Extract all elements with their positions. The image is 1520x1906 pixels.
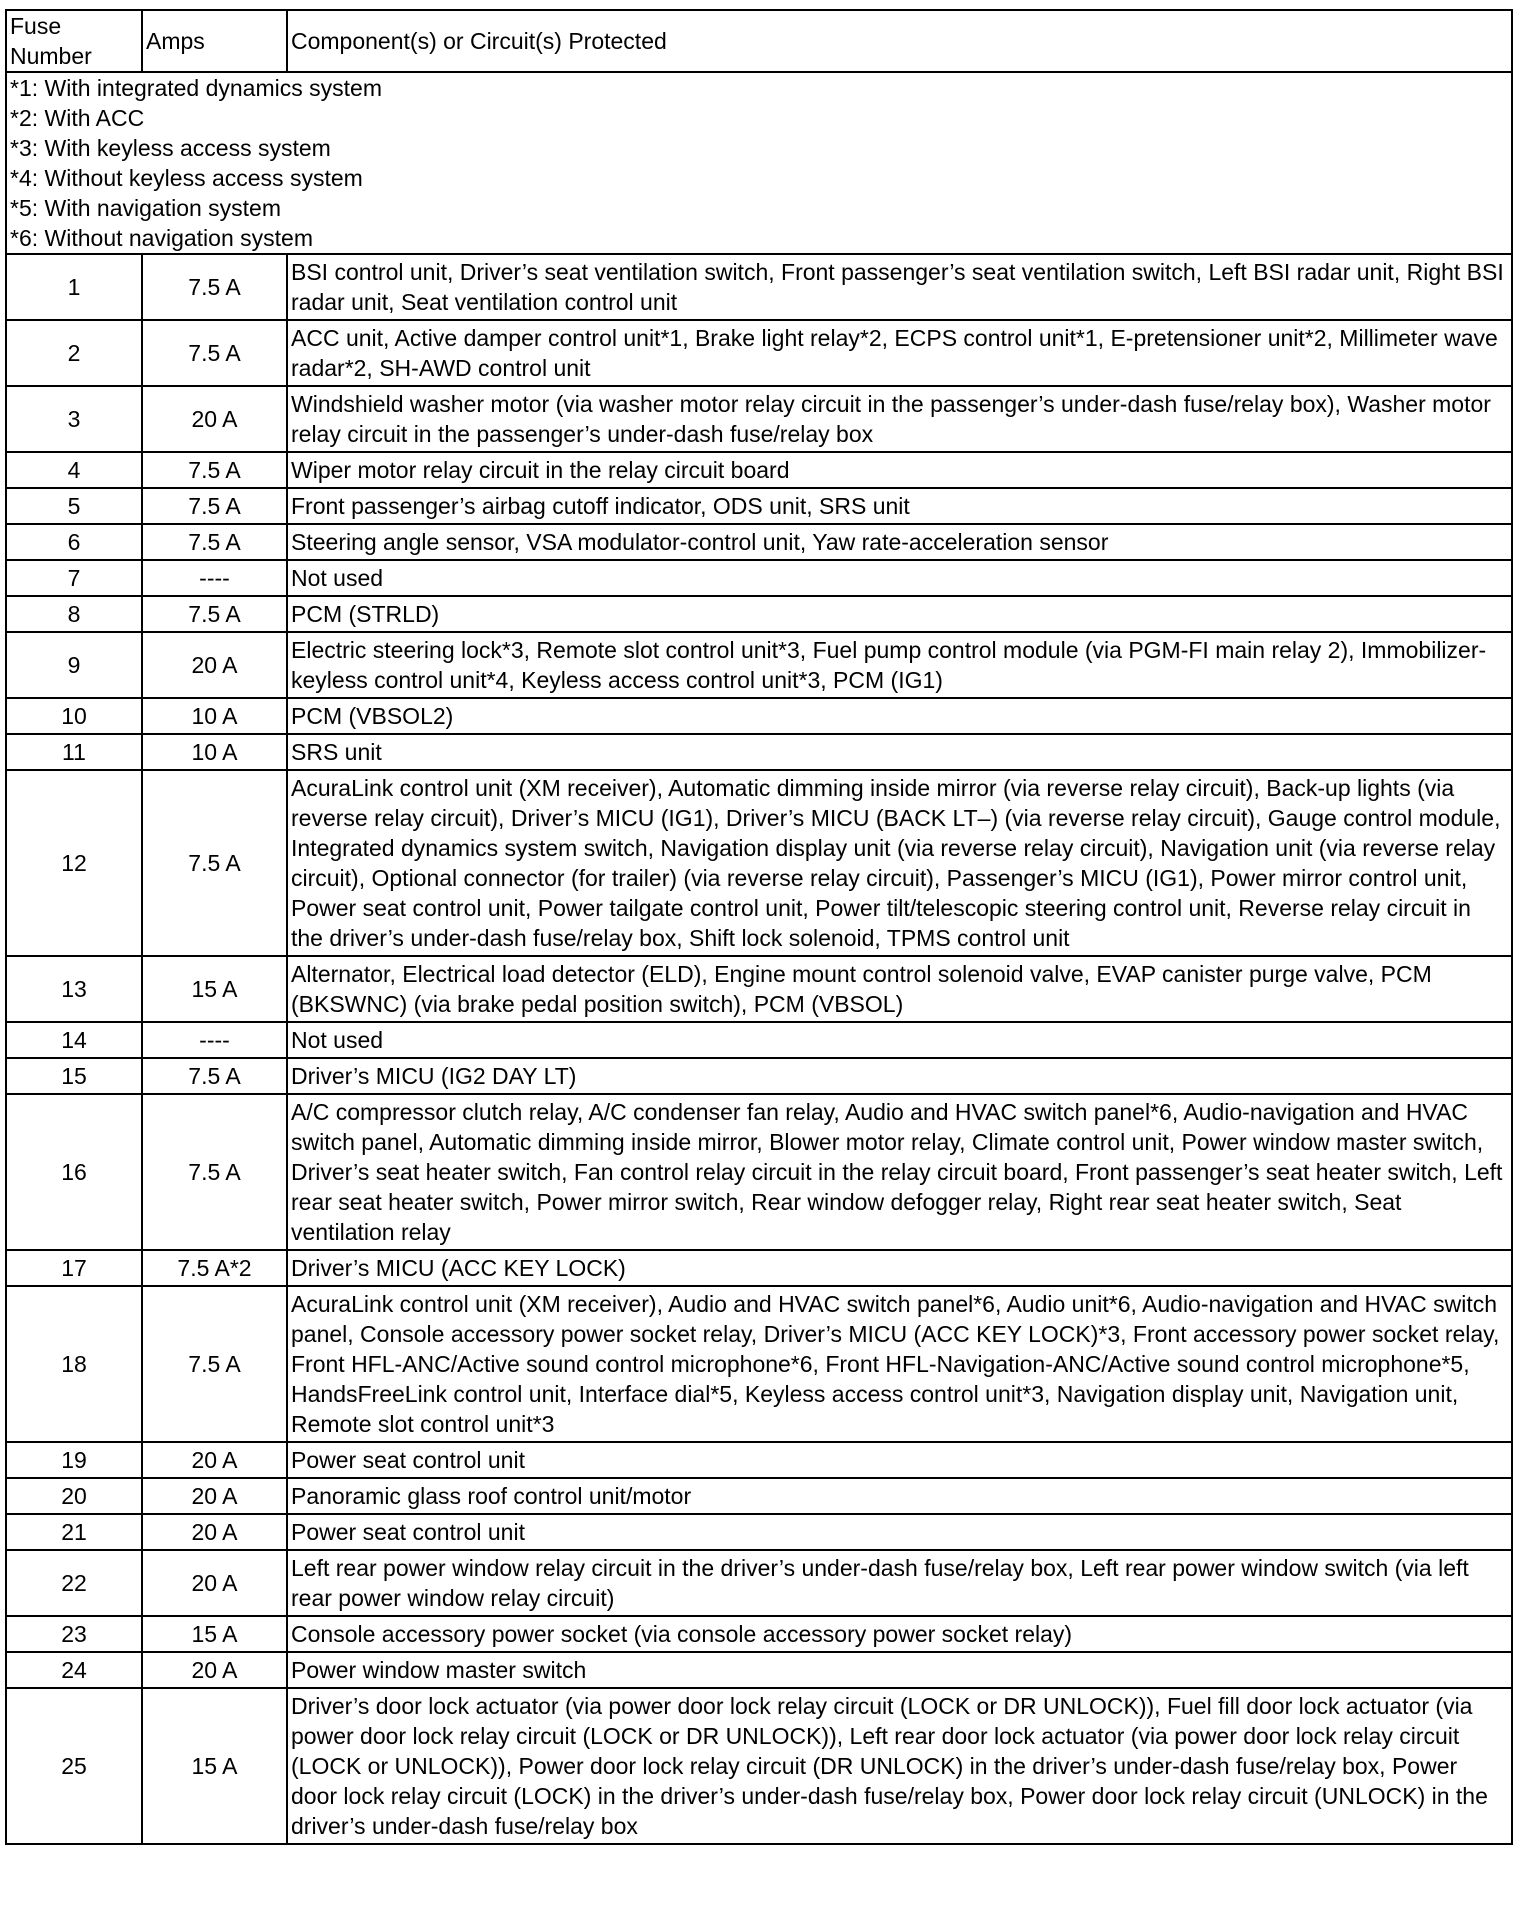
fuse-number-cell: 19	[6, 1442, 142, 1478]
fuse-row	[6, 524, 1512, 560]
component-cell: Wiper motor relay circuit in the relay circuit board	[287, 452, 1512, 488]
header-fuse-number-line2: Number	[10, 43, 92, 69]
note-line: *6: Without navigation system	[10, 225, 313, 251]
fuse-row	[6, 1286, 1512, 1442]
fuse-number-cell: 20	[6, 1478, 142, 1514]
fuse-row	[6, 1688, 1512, 1844]
notes-row	[6, 72, 1512, 254]
amps-cell: 7.5 A	[142, 596, 287, 632]
amps-cell: 20 A	[142, 1478, 287, 1514]
note-line: *1: With integrated dynamics system	[10, 75, 382, 101]
fuse-row	[6, 254, 1512, 320]
fuse-number-cell: 4	[6, 452, 142, 488]
note-line: *4: Without keyless access system	[10, 165, 363, 191]
amps-cell: 15 A	[142, 956, 287, 1022]
amps-cell: 20 A	[142, 632, 287, 698]
component-cell: Driver’s door lock actuator (via power door lock relay circuit (LOCK or DR UNLOCK)), Fuel fill door lock actuator (via power door lock relay circuit (LOCK or DR UNLOCK)), Left rear door lock actuator (via power door lock relay circuit (LOCK or UNLOCK)), Power door lock relay circuit (DR UNLOCK) in the driver’s under-dash fuse/relay box, Power door lock relay circuit (LOCK) in the driver’s under-dash fuse/relay box, Power door lock relay circuit (UNLOCK) in the driver’s under-dash fuse/relay box	[287, 1688, 1512, 1844]
component-cell: Power seat control unit	[287, 1514, 1512, 1550]
header-row	[6, 10, 1512, 72]
component-cell: Windshield washer motor (via washer motor relay circuit in the passenger’s under-dash fuse/relay box), Washer motor relay circuit in the passenger’s under-dash fuse/relay box	[287, 386, 1512, 452]
amps-cell: 20 A	[142, 1652, 287, 1688]
note-line: *3: With keyless access system	[10, 135, 331, 161]
amps-cell: 7.5 A*2	[142, 1250, 287, 1286]
fuse-row	[6, 956, 1512, 1022]
fuse-row	[6, 1652, 1512, 1688]
header-fuse-number	[6, 10, 142, 72]
amps-cell: 15 A	[142, 1688, 287, 1844]
fuse-number-cell: 8	[6, 596, 142, 632]
notes-cell	[6, 72, 1512, 254]
fuse-number-cell: 2	[6, 320, 142, 386]
fuse-number-cell: 12	[6, 770, 142, 956]
component-cell: Front passenger’s airbag cutoff indicator, ODS unit, SRS unit	[287, 488, 1512, 524]
fuse-row	[6, 1250, 1512, 1286]
fuse-number-cell: 11	[6, 734, 142, 770]
component-cell: Driver’s MICU (IG2 DAY LT)	[287, 1058, 1512, 1094]
amps-cell: 7.5 A	[142, 1058, 287, 1094]
fuse-number-cell: 15	[6, 1058, 142, 1094]
fuse-row	[6, 386, 1512, 452]
amps-cell: 7.5 A	[142, 1094, 287, 1250]
header-component: Component(s) or Circuit(s) Protected	[287, 10, 1512, 72]
fuse-row	[6, 488, 1512, 524]
fuse-number-cell: 23	[6, 1616, 142, 1652]
component-cell: Driver’s MICU (ACC KEY LOCK)	[287, 1250, 1512, 1286]
component-cell: Not used	[287, 560, 1512, 596]
fuse-row	[6, 1094, 1512, 1250]
fuse-row	[6, 734, 1512, 770]
component-cell: Panoramic glass roof control unit/motor	[287, 1478, 1512, 1514]
component-cell: PCM (STRLD)	[287, 596, 1512, 632]
amps-cell: 10 A	[142, 734, 287, 770]
fuse-number-cell: 13	[6, 956, 142, 1022]
fuse-number-cell: 6	[6, 524, 142, 560]
component-cell: PCM (VBSOL2)	[287, 698, 1512, 734]
component-cell: ACC unit, Active damper control unit*1, Brake light relay*2, ECPS control unit*1, E-pretensioner unit*2, Millimeter wave radar*2, SH-AWD control unit	[287, 320, 1512, 386]
amps-cell: 15 A	[142, 1616, 287, 1652]
fuse-table	[5, 9, 1513, 1845]
amps-cell: 7.5 A	[142, 254, 287, 320]
fuse-number-cell: 22	[6, 1550, 142, 1616]
fuse-row	[6, 1550, 1512, 1616]
fuse-number-cell: 10	[6, 698, 142, 734]
amps-cell: 20 A	[142, 1514, 287, 1550]
component-cell: Power seat control unit	[287, 1442, 1512, 1478]
fuse-number-cell: 24	[6, 1652, 142, 1688]
fuse-number-cell: 3	[6, 386, 142, 452]
fuse-row	[6, 1478, 1512, 1514]
fuse-row	[6, 560, 1512, 596]
fuse-number-cell: 21	[6, 1514, 142, 1550]
amps-cell: 7.5 A	[142, 524, 287, 560]
amps-cell: 20 A	[142, 1550, 287, 1616]
component-cell: Left rear power window relay circuit in the driver’s under-dash fuse/relay box, Left rear power window switch (via left rear power window relay circuit)	[287, 1550, 1512, 1616]
component-cell: Alternator, Electrical load detector (ELD), Engine mount control solenoid valve, EVAP canister purge valve, PCM (BKSWNC) (via brake pedal position switch), PCM (VBSOL)	[287, 956, 1512, 1022]
amps-cell: 7.5 A	[142, 770, 287, 956]
component-cell: Power window master switch	[287, 1652, 1512, 1688]
fuse-number-cell: 25	[6, 1688, 142, 1844]
component-cell: Electric steering lock*3, Remote slot control unit*3, Fuel pump control module (via PGM-FI main relay 2), Immobilizer-keyless control unit*4, Keyless access control unit*3, PCM (IG1)	[287, 632, 1512, 698]
fuse-row	[6, 1022, 1512, 1058]
component-cell: Steering angle sensor, VSA modulator-control unit, Yaw rate-acceleration sensor	[287, 524, 1512, 560]
fuse-row	[6, 632, 1512, 698]
fuse-row	[6, 1514, 1512, 1550]
fuse-number-cell: 9	[6, 632, 142, 698]
amps-cell: 7.5 A	[142, 488, 287, 524]
amps-cell: 7.5 A	[142, 1286, 287, 1442]
component-cell: A/C compressor clutch relay, A/C condenser fan relay, Audio and HVAC switch panel*6, Audio-navigation and HVAC switch panel, Automatic dimming inside mirror, Blower motor relay, Climate control unit, Power window master switch, Driver’s seat heater switch, Fan control relay circuit in the relay circuit board, Front passenger’s seat heater switch, Left rear seat heater switch, Power mirror switch, Rear window defogger relay, Right rear seat heater switch, Seat ventilation relay	[287, 1094, 1512, 1250]
amps-cell: ----	[142, 1022, 287, 1058]
amps-cell: 20 A	[142, 1442, 287, 1478]
amps-cell: ----	[142, 560, 287, 596]
fuse-row	[6, 1616, 1512, 1652]
fuse-number-cell: 5	[6, 488, 142, 524]
component-cell: Not used	[287, 1022, 1512, 1058]
fuse-row	[6, 770, 1512, 956]
amps-cell: 7.5 A	[142, 320, 287, 386]
note-line: *2: With ACC	[10, 105, 145, 131]
fuse-number-cell: 17	[6, 1250, 142, 1286]
header-amps: Amps	[142, 10, 287, 72]
amps-cell: 10 A	[142, 698, 287, 734]
fuse-row	[6, 596, 1512, 632]
fuse-row	[6, 452, 1512, 488]
fuse-number-cell: 16	[6, 1094, 142, 1250]
fuse-row	[6, 320, 1512, 386]
component-cell: AcuraLink control unit (XM receiver), Automatic dimming inside mirror (via reverse relay circuit), Back-up lights (via reverse relay circuit), Driver’s MICU (IG1), Driver’s MICU (BACK LT–) (via reverse relay circuit), Gauge control module, Integrated dynamics system switch, Navigation display unit (via reverse relay circuit), Navigation unit (via reverse relay circuit), Optional connector (for trailer) (via reverse relay circuit), Passenger’s MICU (IG1), Power mirror control unit, Power seat control unit, Power tailgate control unit, Power tilt/telescopic steering control unit, Reverse relay circuit in the driver’s under-dash fuse/relay box, Shift lock solenoid, TPMS control unit	[287, 770, 1512, 956]
component-cell: SRS unit	[287, 734, 1512, 770]
component-cell: Console accessory power socket (via console accessory power socket relay)	[287, 1616, 1512, 1652]
component-cell: AcuraLink control unit (XM receiver), Audio and HVAC switch panel*6, Audio unit*6, Audio-navigation and HVAC switch panel, Console accessory power socket relay, Driver’s MICU (ACC KEY LOCK)*3, Front accessory power socket relay, Front HFL-ANC/Active sound control microphone*6, Front HFL-Navigation-ANC/Active sound control microphone*5, HandsFreeLink control unit, Interface dial*5, Keyless access control unit*3, Navigation display unit, Navigation unit, Remote slot control unit*3	[287, 1286, 1512, 1442]
fuse-number-cell: 1	[6, 254, 142, 320]
fuse-number-cell: 14	[6, 1022, 142, 1058]
fuse-number-cell: 7	[6, 560, 142, 596]
amps-cell: 7.5 A	[142, 452, 287, 488]
fuse-number-cell: 18	[6, 1286, 142, 1442]
component-cell: BSI control unit, Driver’s seat ventilation switch, Front passenger’s seat ventilation switch, Left BSI radar unit, Right BSI radar unit, Seat ventilation control unit	[287, 254, 1512, 320]
header-fuse-number-line1: Fuse	[10, 13, 62, 39]
fuse-row	[6, 1442, 1512, 1478]
fuse-row	[6, 1058, 1512, 1094]
note-line: *5: With navigation system	[10, 195, 282, 221]
amps-cell: 20 A	[142, 386, 287, 452]
fuse-row	[6, 698, 1512, 734]
